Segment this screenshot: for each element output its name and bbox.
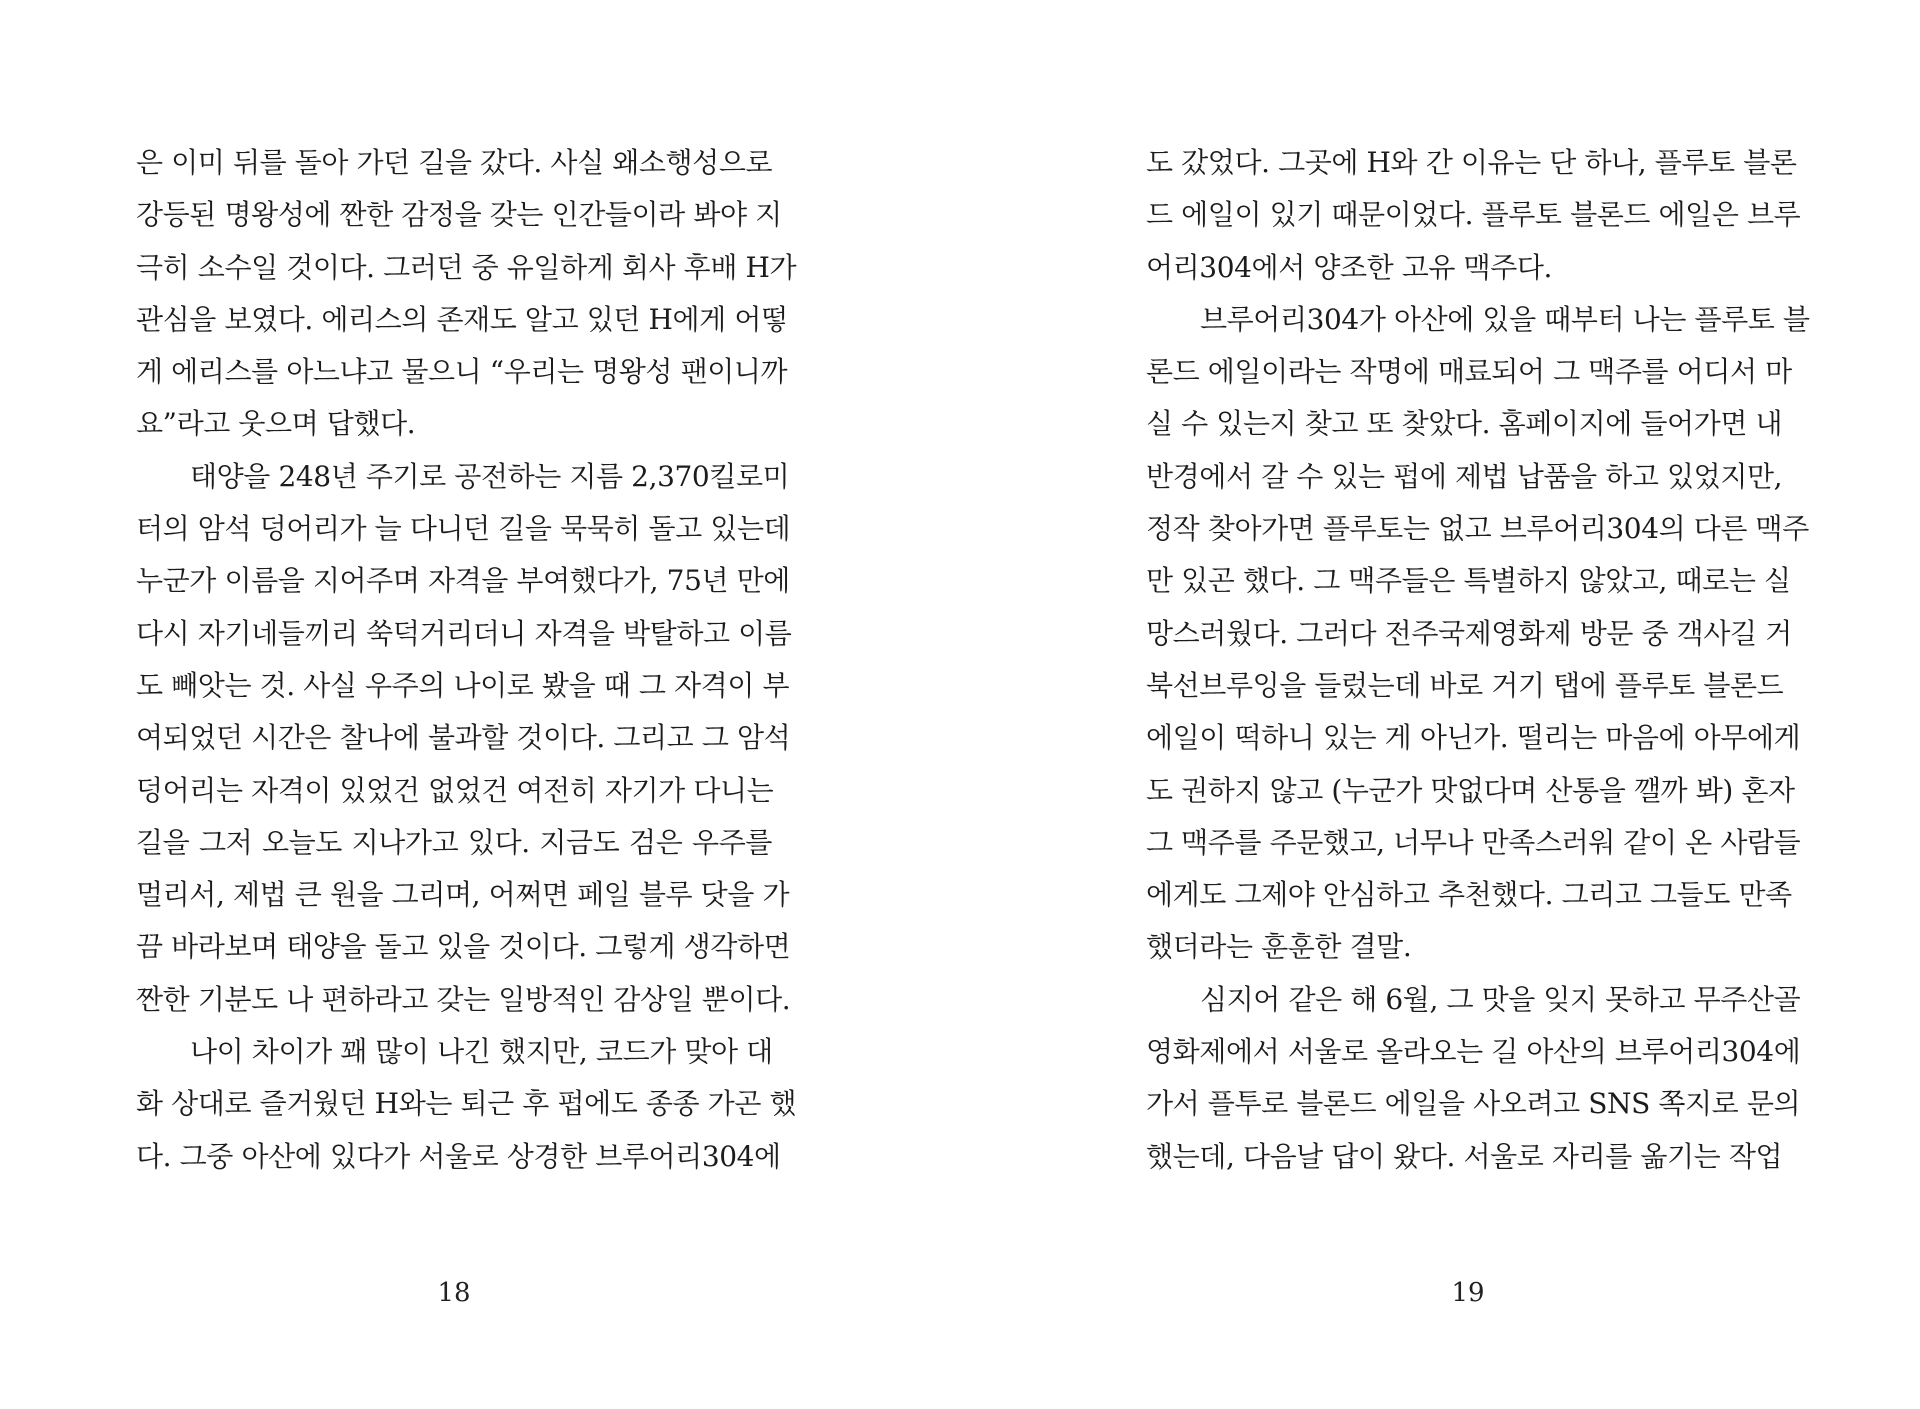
text-line: 했는데, 다음날 답이 왔다. 서울로 자리를 옮기는 작업 — [1146, 1139, 1783, 1173]
text-line: 북선브루잉을 들렀는데 바로 거기 탭에 플루토 블론드 — [1146, 668, 1784, 702]
right-page-body — [1146, 137, 1810, 1183]
text-line: 만 있곤 했다. 그 맥주들은 특별하지 않았고, 때로는 실 — [1146, 564, 1791, 598]
text-line: 태양을 248년 주기로 공전하는 지름 2,370킬로미 — [190, 459, 790, 493]
text-line: 그 맥주를 주문했고, 너무나 만족스러워 같이 온 사람들 — [1146, 825, 1801, 859]
text-line: 드 에일이 있기 때문이었다. 플루토 블론드 에일은 브루 — [1146, 198, 1801, 232]
text-line: 심지어 같은 해 6월, 그 맛을 잊지 못하고 무주산골 — [1200, 982, 1801, 1016]
text-line: 게 에리스를 아느냐고 물으니 “우리는 명왕성 팬이니까 — [136, 355, 788, 389]
text-line: 누군가 이름을 지어주며 자격을 부여했다가, 75년 만에 — [136, 564, 790, 598]
text-line: 영화제에서 서울로 올라오는 길 아산의 브루어리304에 — [1146, 1035, 1801, 1069]
text-line: 극히 소수일 것이다. 그러던 중 유일하게 회사 후배 H가 — [136, 250, 797, 284]
page-number-left: 18 — [437, 1278, 471, 1308]
text-line: 정작 찾아가면 플루토는 없고 브루어리304의 다른 맥주 — [1146, 512, 1809, 546]
text-line: 했더라는 훈훈한 결말. — [1146, 930, 1412, 964]
text-line: 짠한 기분도 나 편하라고 갖는 일방적인 감상일 뿐이다. — [136, 982, 791, 1016]
text-line: 도 갔었다. 그곳에 H와 간 이유는 단 하나, 플루토 블론 — [1146, 146, 1797, 179]
text-line: 실 수 있는지 찾고 또 찾았다. 홈페이지에 들어가면 내 — [1146, 407, 1783, 441]
text-line: 멀리서, 제법 큰 원을 그리며, 어쩌면 페일 블루 닷을 가 — [136, 878, 790, 912]
text-line: 여되었던 시간은 찰나에 불과할 것이다. 그리고 그 암석 — [136, 721, 791, 755]
text-line: 반경에서 갈 수 있는 펍에 제법 납품을 하고 있었지만, — [1146, 459, 1783, 493]
text-line: 다시 자기네들끼리 쑥덕거리더니 자격을 박탈하고 이름 — [136, 616, 792, 650]
text-line: 어리304에서 양조한 고유 맥주다. — [1146, 250, 1553, 284]
text-line: 은 이미 뒤를 돌아 가던 길을 갔다. 사실 왜소행성으로 — [136, 146, 773, 179]
text-line: 관심을 보였다. 에리스의 존재도 알고 있던 H에게 어떻 — [136, 302, 788, 336]
text-line: 요”라고 웃으며 답했다. — [136, 407, 416, 441]
page-number-right: 19 — [1451, 1278, 1485, 1308]
text-line: 끔 바라보며 태양을 돌고 있을 것이다. 그렇게 생각하면 — [136, 930, 791, 964]
right-page — [960, 0, 1920, 1409]
text-line: 브루어리304가 아산에 있을 때부터 나는 플루토 블 — [1200, 302, 1810, 336]
text-line: 가서 플투로 블론드 에일을 사오려고 SNS 쪽지로 문의 — [1146, 1087, 1801, 1121]
text-line: 길을 그저 오늘도 지나가고 있다. 지금도 검은 우주를 — [136, 825, 772, 859]
text-line: 강등된 명왕성에 짠한 감정을 갖는 인간들이라 봐야 지 — [136, 198, 782, 232]
text-line: 도 빼앗는 것. 사실 우주의 나이로 봤을 때 그 자격이 부 — [136, 668, 790, 702]
text-line: 망스러웠다. 그러다 전주국제영화제 방문 중 객사길 거 — [1146, 616, 1792, 650]
text-line: 화 상대로 즐거웠던 H와는 퇴근 후 펍에도 종종 가곤 했 — [136, 1087, 797, 1121]
text-line: 다. 그중 아산에 있다가 서울로 상경한 브루어리304에 — [136, 1139, 781, 1173]
text-line: 에일이 떡하니 있는 게 아닌가. 떨리는 마음에 아무에게 — [1146, 721, 1801, 755]
text-line: 도 권하지 않고 (누군가 맛없다며 산통을 깰까 봐) 혼자 — [1146, 773, 1795, 807]
left-page-body — [136, 137, 797, 1183]
text-line: 에게도 그제야 안심하고 추천했다. 그리고 그들도 만족 — [1146, 878, 1792, 912]
text-line: 론드 에일이라는 작명에 매료되어 그 맥주를 어디서 마 — [1146, 355, 1792, 389]
text-line: 나이 차이가 꽤 많이 나긴 했지만, 코드가 맞아 대 — [190, 1035, 773, 1069]
text-line: 덩어리는 자격이 있었건 없었건 여전히 자기가 다니는 — [136, 773, 774, 807]
text-line: 터의 암석 덩어리가 늘 다니던 길을 묵묵히 돌고 있는데 — [136, 512, 791, 546]
